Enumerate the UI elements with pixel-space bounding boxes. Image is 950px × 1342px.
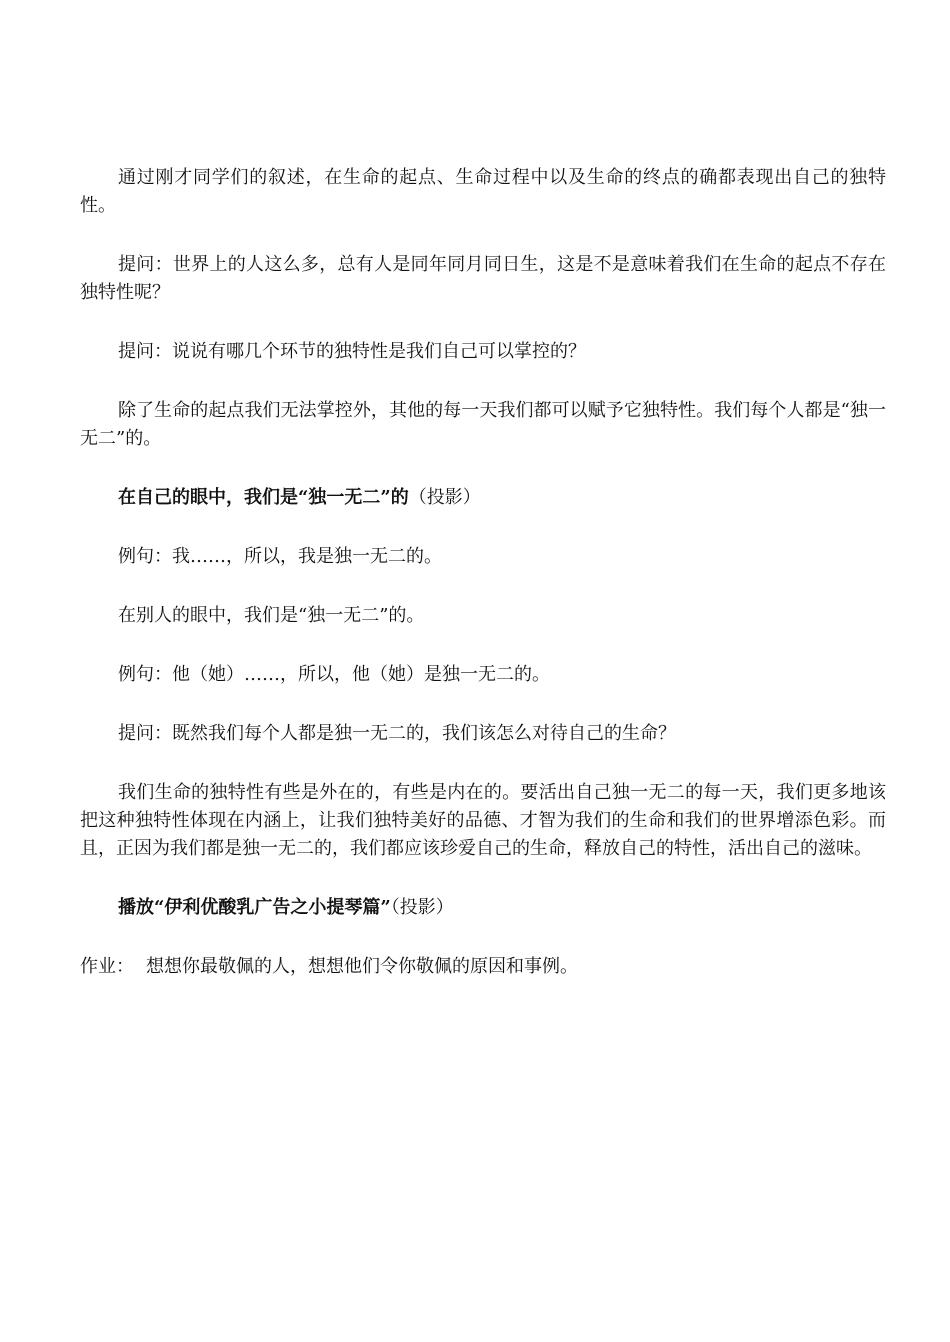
homework-label: 作业： [80, 956, 134, 977]
section-heading-video-text: 播放“伊利优酸乳广告之小提琴篇” [118, 897, 391, 918]
paragraph-question-2: 提问：说说有哪几个环节的独特性是我们自己可以掌控的？ [118, 341, 586, 362]
projection-note: （投影） [390, 897, 454, 918]
paragraph-10: 我们生命的独特性有些是外在的，有些是内在的。要活出自己独一无二的每一天，我们更多地该把这种独特性体现在内涵上，让我们独特美好的品德、才智为我们的生命和我们的世界增添色彩。而且，正因为我们都是独一无二的，我们都应该珍爱自己的生命，释放自己的特性，活出自己的滋味。 [80, 782, 886, 859]
section-heading-self [80, 484, 886, 512]
section-heading-video [80, 894, 886, 922]
homework [80, 953, 886, 981]
paragraph-1: 通过刚才同学们的叙述，在生命的起点、生命过程中以及生命的终点的确都表现出自己的独特性。 [80, 167, 886, 216]
paragraph-4: 除了生命的起点我们无法掌控外，其他的每一天我们都可以赋予它独特性。我们每个人都是“独一无二”的。 [80, 400, 886, 449]
homework-text: 想想你最敬佩的人，想想他们令你敬佩的原因和事例。 [146, 956, 578, 977]
projection-note: （投影） [408, 487, 481, 508]
section-heading-self-text: 在自己的眼中，我们是“独一无二”的 [118, 487, 409, 508]
document-page [80, 164, 886, 1012]
paragraph-question-3: 提问：既然我们每个人都是独一无二的，我们该怎么对待自己的生命？ [118, 723, 676, 744]
paragraph-question-1: 提问：世界上的人这么多，总有人是同年同月同日生，这是不是意味着我们在生命的起点不存在独特性呢？ [80, 254, 886, 303]
example-sentence-1: 例句：我……，所以，我是独一无二的。 [118, 546, 442, 567]
example-sentence-2: 例句：他（她）……，所以，他（她）是独一无二的。 [118, 664, 550, 685]
section-heading-others: 在别人的眼中，我们是“独一无二”的。 [118, 605, 425, 626]
